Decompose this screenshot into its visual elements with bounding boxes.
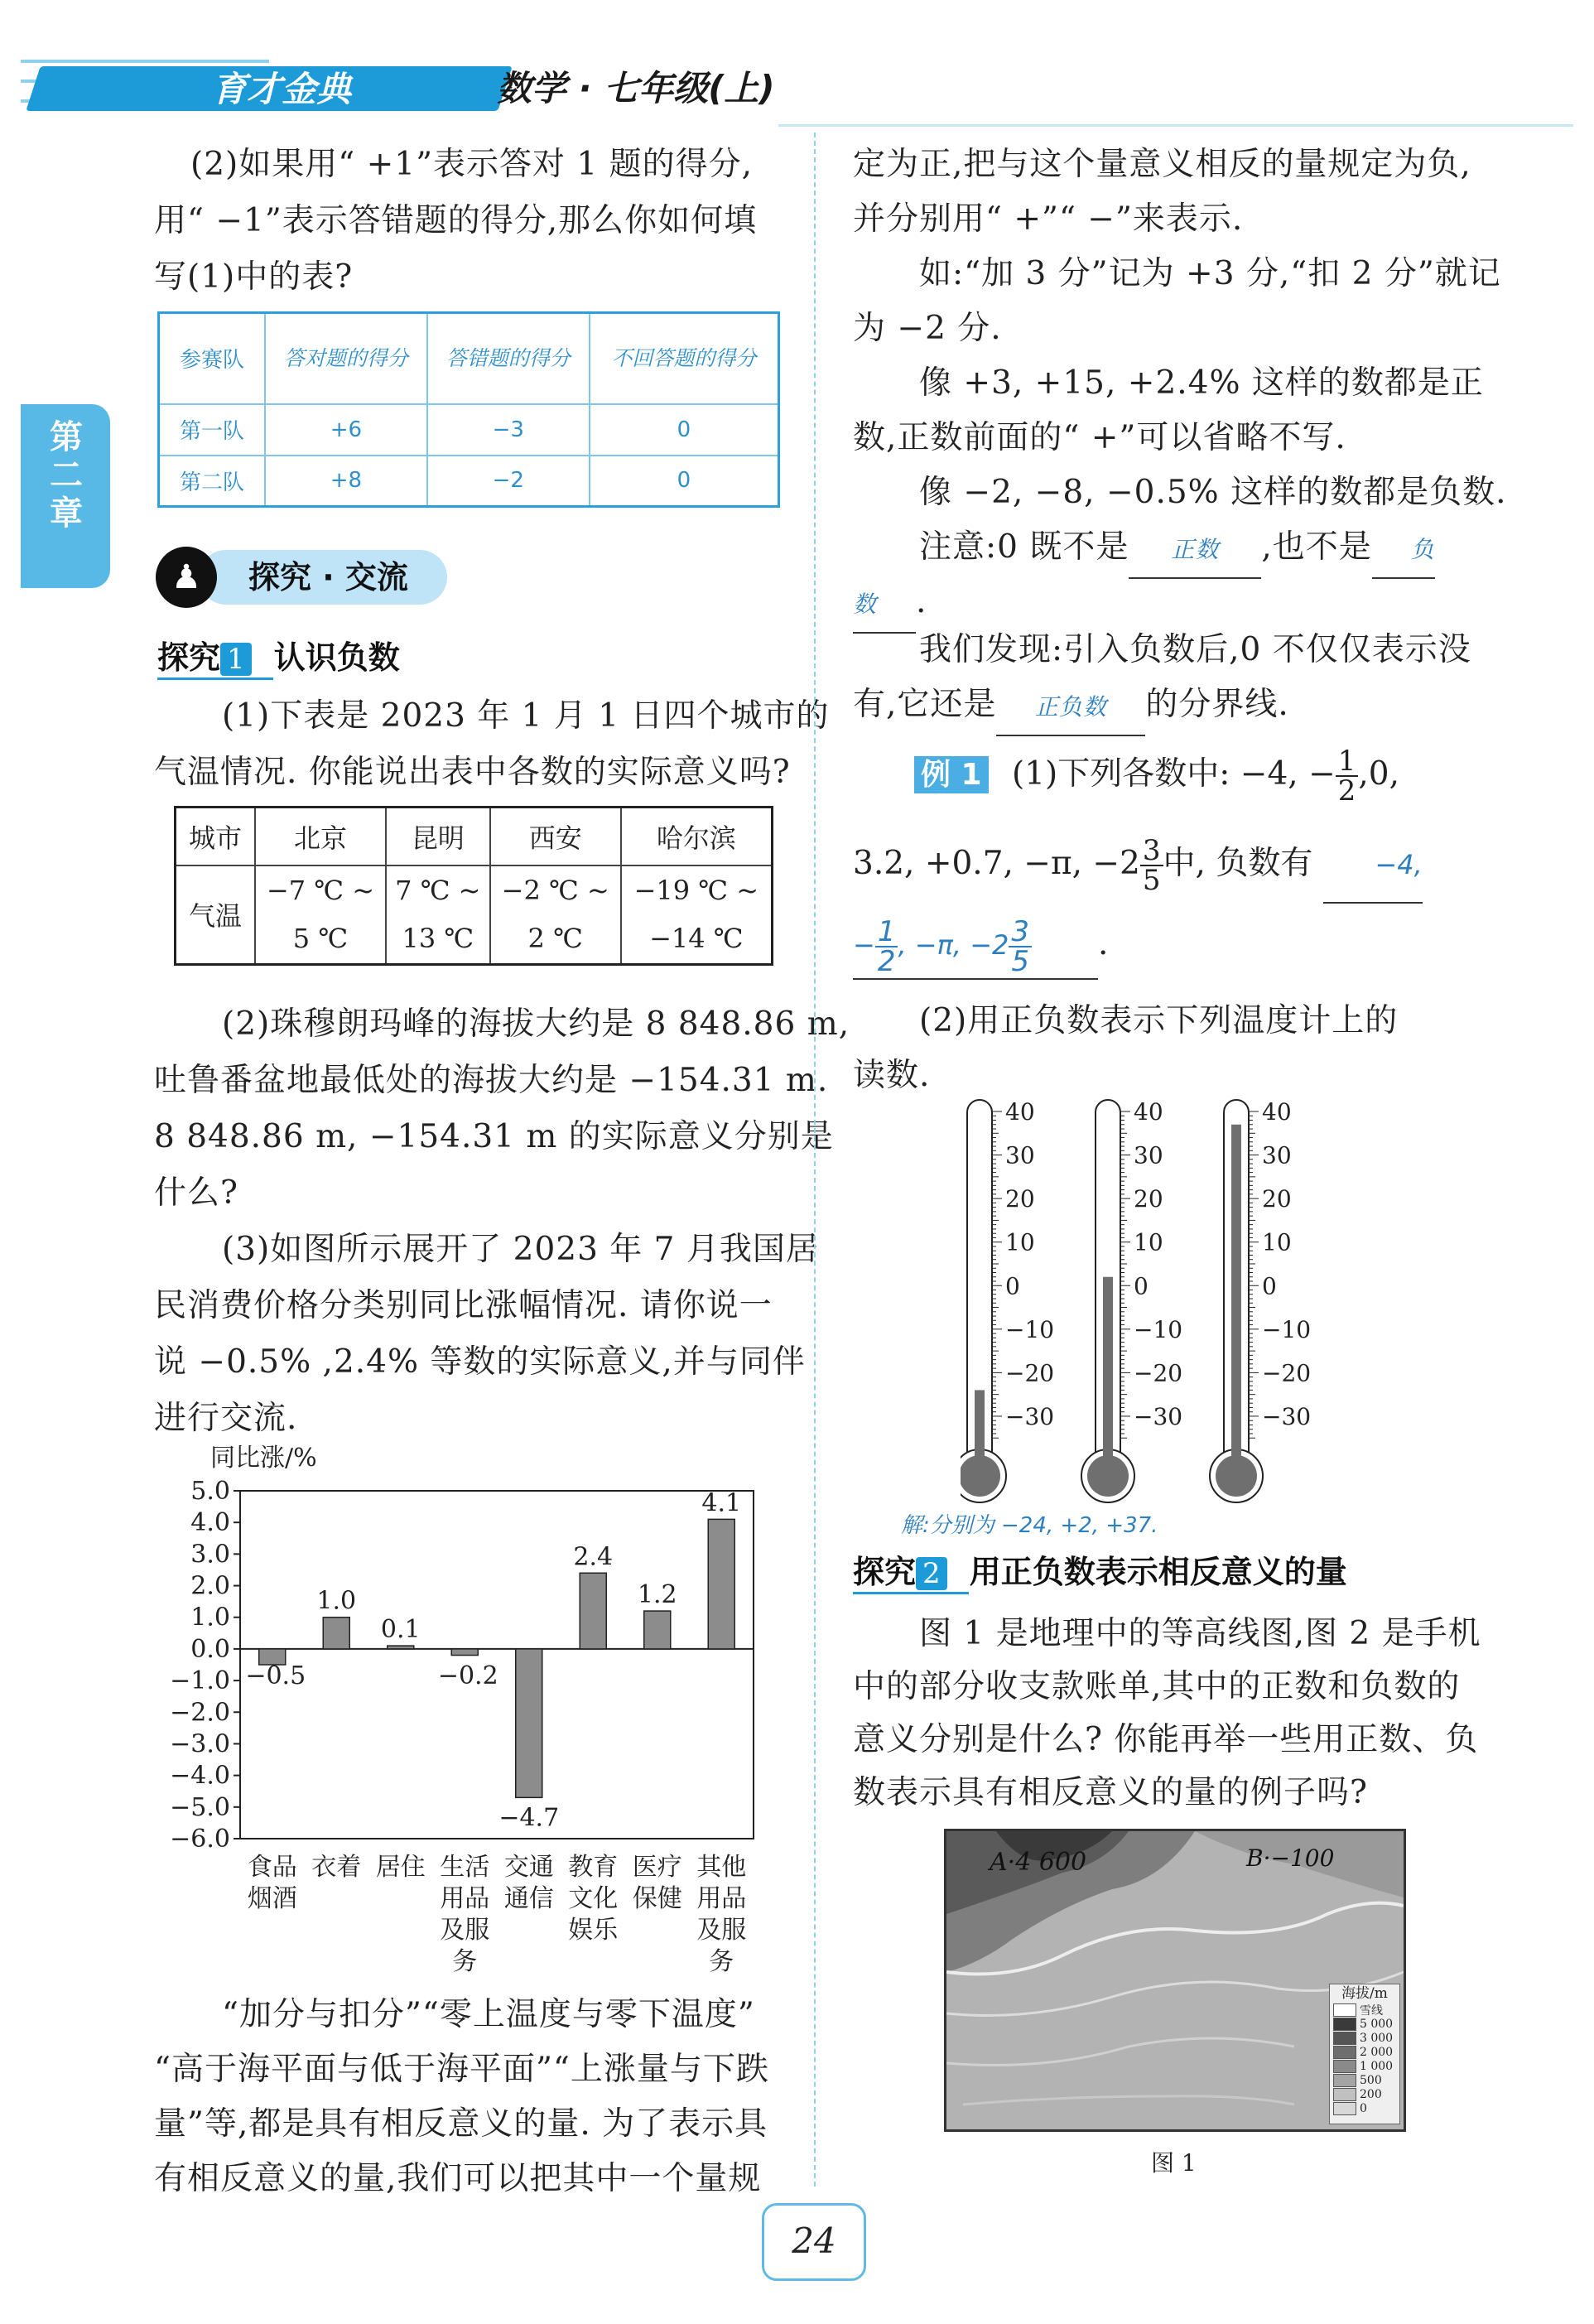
- chart-data-label: 4.1: [701, 1488, 742, 1518]
- temp-table-header: 北京: [255, 808, 386, 865]
- example-1-line-1: [914, 737, 1399, 812]
- find-text: 的分界线.: [1145, 686, 1289, 723]
- temp-table-header: 西安: [490, 808, 621, 865]
- explore-2-heading: [853, 1549, 1347, 1595]
- chart-tick-label: −5.0: [170, 1792, 230, 1822]
- answer-blank: 正数: [1129, 523, 1261, 579]
- page-number: 24: [762, 2203, 866, 2281]
- thermometer-mercury: [975, 1390, 985, 1466]
- paragraph-line: 说 −0.5% ,2.4% 等数的实际意义,并与同伴: [154, 1343, 806, 1381]
- temp-high: 5 ℃: [292, 923, 349, 955]
- paragraph-line: 有相反意义的量,我们可以把其中一个量规: [154, 2160, 762, 2197]
- legend-swatch: [1333, 2060, 1356, 2073]
- chart-category-label: 其他: [696, 1853, 747, 1882]
- chart-data-label: 0.1: [380, 1615, 421, 1645]
- fraction-denominator: 2: [1337, 774, 1356, 808]
- header-brand: 育才金典: [211, 69, 351, 109]
- temp-table-row-label: 气温: [176, 865, 256, 965]
- legend-label: 500: [1360, 2073, 1382, 2087]
- thermometer-scale-label: −10: [1134, 1315, 1183, 1343]
- figure-caption: 图 1: [1151, 2149, 1197, 2177]
- thermometer-scale-label: 30: [1262, 1141, 1292, 1169]
- temp-high: −14 ℃: [649, 923, 744, 955]
- paragraph-line: [853, 677, 1289, 736]
- section-title: 探究 · 交流: [248, 559, 408, 595]
- explore-1-heading: [157, 634, 400, 681]
- chart-bar: [388, 1646, 414, 1649]
- fraction-numerator: 3: [1140, 837, 1163, 866]
- score-table-cell: 第一队: [159, 404, 266, 456]
- paragraph-line: 定为正,把与这个量意义相反的量规定为负,: [853, 146, 1471, 183]
- paragraph-line: (2)珠穆朗玛峰的海拔大约是 8 848.86 m,: [222, 1005, 850, 1043]
- thermometer-scale-label: 10: [1005, 1228, 1035, 1256]
- chart-tick-label: −2.0: [170, 1698, 230, 1728]
- note-text: ,也不是: [1261, 528, 1372, 566]
- paragraph-line: (1)下表是 2023 年 1 月 1 日四个城市的: [222, 697, 830, 735]
- thermometer-scale-label: −20: [1005, 1359, 1055, 1387]
- chart-category-label: 用品: [440, 1884, 490, 1913]
- score-table-header: 答对题的得分: [265, 313, 427, 404]
- score-table-header: 参赛队: [159, 313, 266, 404]
- chart-tick-label: −1.0: [170, 1666, 230, 1696]
- chart-tick-label: 0.0: [190, 1634, 230, 1664]
- example-text: 中, 负数有: [1163, 845, 1313, 882]
- explore-title: 用正负数表示相反意义的量: [969, 1554, 1347, 1590]
- paragraph-line: 我们发现:引入负数后,0 不仅仅表示没: [919, 631, 1471, 668]
- chart-category-label: 用品: [696, 1884, 747, 1913]
- chart-category-label: 保健: [632, 1884, 682, 1913]
- chart-category-label: 通信: [503, 1884, 554, 1913]
- answer-end: .: [1098, 925, 1109, 962]
- temp-high: 13 ℃: [402, 923, 474, 955]
- paragraph-line: 意义分别是什么? 你能再举一些用正数、负: [853, 1721, 1479, 1758]
- chart-category-label: 及服: [440, 1916, 490, 1945]
- legend-swatch: [1333, 2074, 1356, 2087]
- fraction: [1009, 915, 1032, 978]
- header-title: 数学 · 七年级(上): [497, 68, 775, 108]
- paragraph-line: 像 −2, −8, −0.5% 这样的数都是负数.: [919, 474, 1507, 511]
- legend-row: [1330, 2003, 1399, 2017]
- q2-line: 用“ −1”表示答错题的得分,那么你如何填: [154, 202, 758, 239]
- thermometer-scale-label: 0: [1262, 1272, 1277, 1300]
- paragraph-line: 数,正数前面的“ +”可以省略不写.: [853, 419, 1346, 456]
- score-table-cell: +6: [265, 404, 427, 456]
- cpi-bar-chart: [149, 1441, 778, 1988]
- note-line: [919, 520, 1435, 579]
- temp-high: 2 ℃: [527, 923, 583, 955]
- legend-row: [1330, 2031, 1399, 2045]
- thermometer-figure: [961, 1093, 1408, 1507]
- paragraph-line: 进行交流.: [154, 1400, 298, 1437]
- chart-category-label: 教育: [568, 1853, 619, 1882]
- note-text: 注意:0 既不是: [919, 528, 1129, 566]
- thermometer-scale-label: 0: [1134, 1272, 1149, 1300]
- temp-table-header: 昆明: [386, 808, 490, 865]
- chart-tick-label: 3.0: [190, 1540, 230, 1569]
- fraction: [1140, 834, 1163, 897]
- thermometer-scale-label: 10: [1262, 1228, 1292, 1256]
- temp-low: 7 ℃ ~: [395, 875, 481, 907]
- legend-row: [1330, 2059, 1399, 2073]
- legend-row: [1330, 2073, 1399, 2087]
- thermometer-scale-label: −20: [1134, 1359, 1183, 1387]
- explore-tag: 探究: [157, 639, 221, 676]
- q2-line: 写(1)中的表?: [154, 258, 354, 296]
- thermometer-scale-label: −30: [1262, 1402, 1312, 1430]
- fraction-denominator: 5: [1011, 945, 1030, 978]
- temp-table-header: 城市: [176, 808, 256, 865]
- chart-category-label: 生活: [440, 1853, 490, 1882]
- chapter-side-label: 第二章: [50, 418, 83, 533]
- contour-map: [944, 1829, 1406, 2132]
- thermometer-scale-label: 30: [1134, 1141, 1163, 1169]
- legend-rows: [1330, 2003, 1399, 2115]
- example-1-answer: [853, 911, 1108, 980]
- legend-label: 0: [1360, 2101, 1367, 2115]
- paragraph-line: 中的部分收支款账单,其中的正数和负数的: [853, 1668, 1461, 1705]
- chart-category-label: 文化: [568, 1884, 619, 1913]
- chart-tick-label: −4.0: [170, 1761, 230, 1791]
- chart-category-label: 食品: [247, 1853, 297, 1882]
- score-table-header: 答错题的得分: [427, 313, 590, 404]
- column-divider: [814, 133, 816, 2187]
- thermometer-scale-label: 20: [1134, 1185, 1163, 1213]
- thermometer-scale-label: 40: [1134, 1098, 1163, 1126]
- score-table-cell: −2: [427, 456, 590, 507]
- thermometer-scale-label: −10: [1005, 1315, 1055, 1343]
- chart-category-label: 娱乐: [568, 1916, 619, 1945]
- chart-category-label: 务: [452, 1947, 478, 1976]
- paragraph-line: 如:“加 3 分”记为 +3 分,“扣 2 分”就记: [919, 255, 1501, 292]
- paragraph-line: 图 1 是地理中的等高线图,图 2 是手机: [919, 1615, 1481, 1652]
- paragraph-line: 像 +3, +15, +2.4% 这样的数都是正: [919, 364, 1484, 402]
- legend-swatch: [1333, 2032, 1356, 2045]
- fraction-denominator: 2: [877, 945, 896, 978]
- chart-tick-label: 2.0: [190, 1571, 230, 1601]
- answer-text: −: [853, 929, 875, 961]
- thermometer-scale-label: −30: [1005, 1402, 1055, 1430]
- discussion-icon: ♟: [156, 547, 217, 608]
- answer-text: , −π, −2: [898, 929, 1009, 961]
- answer-blank: 负: [1372, 523, 1435, 579]
- temp-table-cell: [490, 865, 621, 965]
- q2-line: (2)如果用“ +1”表示答对 1 题的得分,: [190, 146, 754, 183]
- thermometer-scale-label: 40: [1262, 1098, 1292, 1126]
- chart-category-label: 及服: [696, 1916, 747, 1945]
- paragraph-line: 为 −2 分.: [853, 310, 1002, 347]
- thermometer-answer: 解:分别为 −24, +2, +37.: [901, 1513, 1158, 1538]
- chart-data-label: −4.7: [498, 1803, 560, 1833]
- thermometer-scale-label: 20: [1262, 1185, 1292, 1213]
- chart-category-label: 衣着: [311, 1853, 362, 1882]
- paragraph-line: 吐鲁番盆地最低处的海拔大约是 −154.31 m.: [154, 1062, 829, 1099]
- score-table-cell: +8: [265, 456, 427, 507]
- fraction: [875, 915, 898, 978]
- example-text: (1)下列各数中: −4, −: [1012, 755, 1336, 793]
- map-point-a: A·4 600: [990, 1848, 1087, 1877]
- score-table-cell: 第二队: [159, 456, 266, 507]
- chart-tick-label: −3.0: [170, 1729, 230, 1759]
- chart-data-label: 2.4: [573, 1542, 614, 1572]
- paragraph-line: (2)用正负数表示下列温度计上的: [919, 1002, 1399, 1039]
- chart-category-label: 居住: [375, 1853, 426, 1882]
- temp-table-cell: [255, 865, 386, 965]
- legend-row: [1330, 2017, 1399, 2031]
- temp-table-cell: [621, 865, 773, 965]
- thermometer-scale-label: 0: [1005, 1272, 1020, 1300]
- temp-low: −19 ℃ ~: [633, 875, 759, 907]
- explore-tag: 探究: [853, 1554, 917, 1590]
- chart-category-label: 交通: [503, 1853, 554, 1882]
- legend-row: [1330, 2045, 1399, 2059]
- paragraph-line: (3)如图所示展开了 2023 年 7 月我国居: [222, 1231, 819, 1268]
- paragraph-line: 量”等,都是具有相反意义的量. 为了表示具: [154, 2105, 768, 2143]
- fraction-denominator: 5: [1142, 864, 1161, 897]
- legend-label: 5 000: [1360, 2017, 1394, 2031]
- legend-label: 200: [1360, 2087, 1382, 2101]
- fraction-numerator: 1: [875, 918, 898, 947]
- example-text: 3.2, +0.7, −π, −2: [853, 845, 1140, 882]
- explore-title: 认识负数: [273, 639, 400, 676]
- chart-bar: [644, 1611, 671, 1649]
- chart-data-label: 1.0: [316, 1586, 357, 1616]
- chart-tick-label: 1.0: [190, 1603, 230, 1632]
- score-table: [157, 311, 780, 508]
- example-text: ,0,: [1358, 755, 1399, 793]
- chart-data-label: −0.2: [437, 1661, 498, 1690]
- chart-tick-label: 4.0: [190, 1508, 230, 1538]
- legend-label: 3 000: [1360, 2031, 1394, 2045]
- chart-bar: [708, 1519, 734, 1649]
- legend-label: 1 000: [1360, 2059, 1394, 2073]
- explore-number: 2: [916, 1557, 947, 1590]
- fraction: [1336, 745, 1359, 808]
- chart-bar: [323, 1618, 349, 1649]
- chart-ylabel: 同比涨/%: [210, 1444, 317, 1473]
- paragraph-line: 8 848.86 m, −154.31 m 的实际意义分别是: [154, 1118, 834, 1155]
- paragraph-line: 民消费价格分类别同比涨幅情况. 请你说一: [154, 1287, 773, 1324]
- answer-blank: 正负数: [996, 680, 1145, 736]
- legend-swatch: [1333, 2018, 1356, 2031]
- thermometer-scale-label: −20: [1262, 1359, 1312, 1387]
- answer-blank: −4,: [1323, 827, 1423, 904]
- paragraph-line: 什么?: [154, 1174, 238, 1212]
- legend-swatch: [1333, 2046, 1356, 2059]
- chart-bar: [451, 1649, 478, 1656]
- thermometer-scale-label: 10: [1134, 1228, 1163, 1256]
- legend-swatch: [1333, 2088, 1356, 2101]
- paragraph-line: 数表示具有相反意义的量的例子吗?: [853, 1774, 1368, 1811]
- map-point-b: B·−100: [1246, 1844, 1335, 1872]
- temperature-table: [174, 806, 773, 966]
- chart-category-label: 医疗: [632, 1853, 682, 1882]
- legend-row: [1330, 2101, 1399, 2115]
- chart-data-label: 1.2: [637, 1580, 677, 1610]
- temp-table-cell: [386, 865, 490, 965]
- legend-label: 2 000: [1360, 2045, 1394, 2059]
- explore-underline: [157, 677, 273, 680]
- paragraph-line: 并分别用“ +”“ −”来表示.: [853, 200, 1244, 238]
- header-rule: [21, 60, 269, 63]
- temp-table-header: 哈尔滨: [621, 808, 773, 865]
- score-table-header: 不回答题的得分: [590, 313, 779, 404]
- thermometer-scale-label: −10: [1262, 1315, 1312, 1343]
- paragraph-line: “加分与扣分”“零上温度与零下温度”: [222, 1996, 755, 2033]
- score-table-cell: 0: [590, 404, 779, 456]
- explore-number: 1: [220, 643, 252, 676]
- find-text: 有,它还是: [853, 686, 997, 723]
- paragraph-line: 气温情况. 你能说出表中各数的实际意义吗?: [154, 754, 791, 791]
- legend-row: [1330, 2087, 1399, 2101]
- chart-category-label: 务: [709, 1947, 734, 1976]
- thermometer-mercury: [1103, 1277, 1113, 1466]
- chart-tick-label: −6.0: [170, 1825, 230, 1854]
- temp-low: −7 ℃ ~: [266, 875, 374, 907]
- example-1-line-2: [853, 827, 1490, 904]
- thermometer-scale-label: 20: [1005, 1185, 1035, 1213]
- explore-underline: [853, 1592, 969, 1594]
- answer-blank: [853, 912, 1098, 980]
- chart-data-label: −0.5: [245, 1661, 306, 1690]
- score-table-cell: −3: [427, 404, 590, 456]
- chart-category-label: 烟酒: [247, 1884, 297, 1913]
- header-rule: [778, 124, 1573, 127]
- paragraph-line: “高于海平面与低于海平面”“上涨量与下跌: [154, 2051, 769, 2088]
- legend-swatch: [1333, 2003, 1356, 2017]
- thermometer-scale-label: 40: [1005, 1098, 1035, 1126]
- chart-bar: [516, 1649, 542, 1797]
- paragraph-line: 读数.: [853, 1057, 931, 1094]
- fraction-numerator: 3: [1009, 918, 1032, 947]
- legend-swatch: [1333, 2102, 1356, 2115]
- chart-bar: [580, 1573, 606, 1649]
- thermometer-scale-label: −30: [1134, 1402, 1183, 1430]
- fraction-numerator: 1: [1336, 747, 1359, 777]
- temp-low: −2 ℃ ~: [501, 875, 609, 907]
- chart-tick-label: 5.0: [190, 1477, 230, 1506]
- map-legend: [1329, 1984, 1400, 2124]
- legend-title: 海拔/m: [1341, 1985, 1388, 2002]
- example-badge: 例 1: [914, 756, 989, 793]
- thermometer-mercury: [1231, 1125, 1241, 1466]
- score-table-cell: 0: [590, 456, 779, 507]
- answer-blank: 数: [853, 577, 916, 634]
- note-line: 数 .: [853, 575, 927, 634]
- legend-label: 雪线: [1360, 2003, 1383, 2018]
- thermometer-scale-label: 30: [1005, 1141, 1035, 1169]
